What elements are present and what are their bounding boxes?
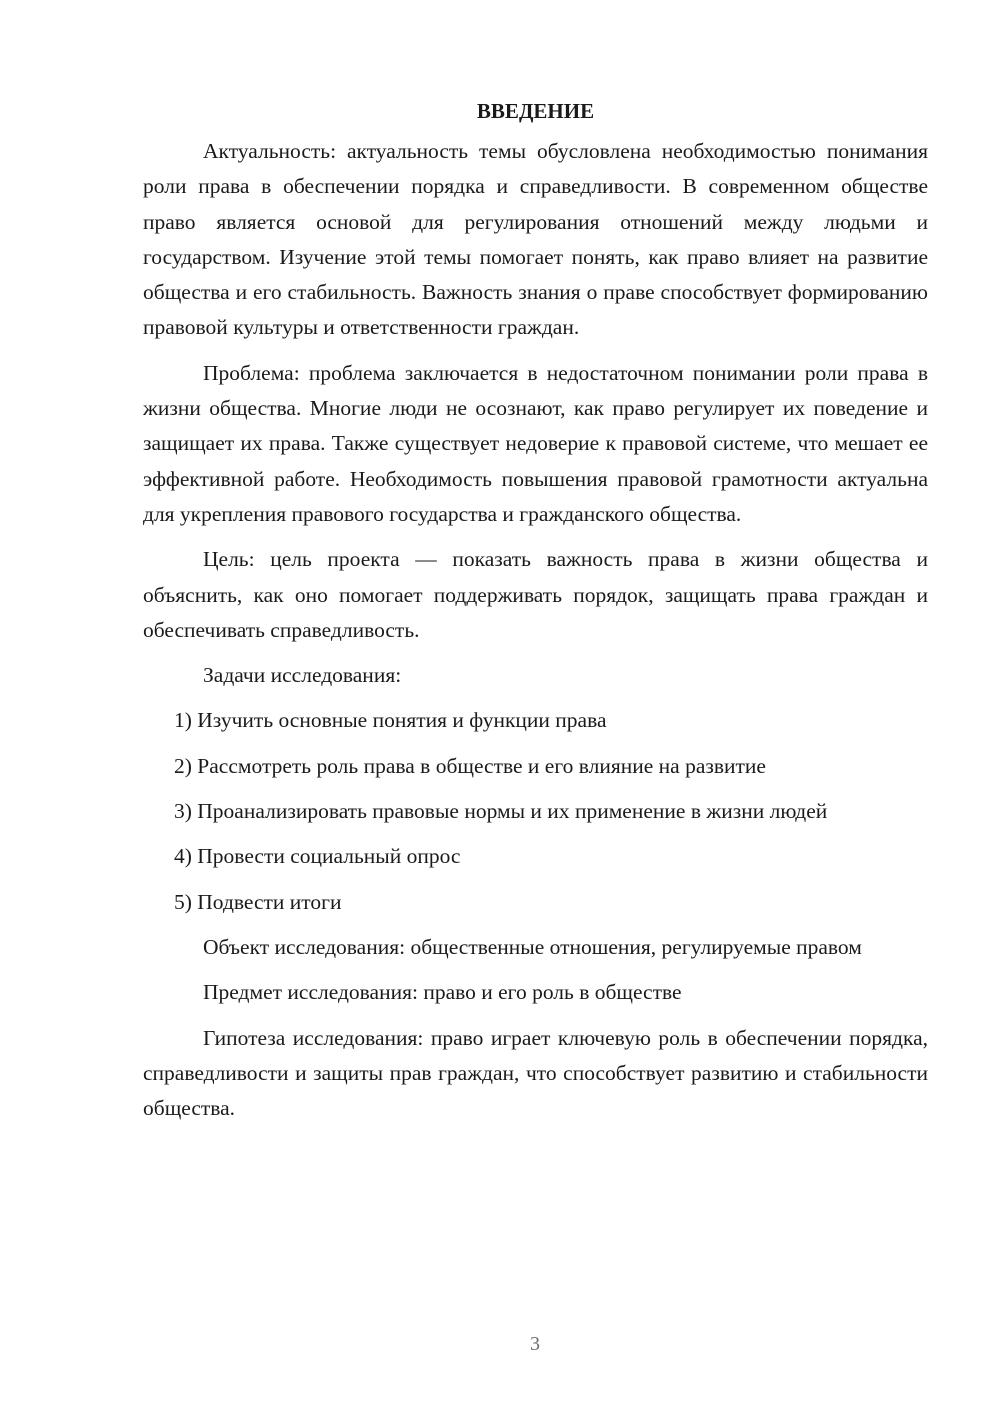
task-item-2: 2) Рассмотреть роль права в обществе и его влияние на развитие <box>174 753 766 778</box>
relevance-paragraph: Актуальность: актуальность темы обусловлена необходимостью понимания роли права в обеспечении порядка и справедливости. В современном обществе право является основой для регулирования отношений между людьми и государством. Изучение этой темы помогает понять, как право влияет на развитие общества и его стабильность. Важность знания о праве способствует формированию правовой культуры и ответственности граждан. <box>143 139 928 340</box>
section-title: ВВЕДЕНИЕ <box>476 99 595 123</box>
problem-paragraph: Проблема: проблема заключается в недостаточном понимании роли права в жизни общества. Многие люди не осознают, как право регулирует их поведение и защищает их права. Также существует недоверие к правовой системе, что мешает ее эффективной работе. Необходимость повышения правовой грамотности актуальна для укрепления правового государства и гражданского общества. <box>143 360 928 526</box>
object-paragraph: Объект исследования: общественные отношения, регулируемые правом <box>203 934 862 959</box>
goal-paragraph: Цель: цель проекта — показать важность права в жизни общества и объяснить, как оно помогает поддерживать порядок, защищать права граждан и обеспечивать справедливость. <box>143 547 928 642</box>
subject-paragraph: Предмет исследования: право и его роль в обществе <box>203 980 682 1005</box>
hypothesis-paragraph: Гипотеза исследования: право играет ключевую роль в обеспечении порядка, справедливости и защиты прав граждан, что способствует развитию и стабильности общества. <box>143 1025 928 1121</box>
task-item-5: 5) Подвести итоги <box>174 889 342 914</box>
page-number: 3 <box>530 1333 540 1355</box>
tasks-heading: Задачи исследования: <box>203 663 402 688</box>
task-item-4: 4) Провести социальный опрос <box>174 844 461 869</box>
task-item-1: 1) Изучить основные понятия и функции права <box>174 708 607 733</box>
task-item-3: 3) Проанализировать правовые нормы и их применение в жизни людей <box>174 799 828 824</box>
